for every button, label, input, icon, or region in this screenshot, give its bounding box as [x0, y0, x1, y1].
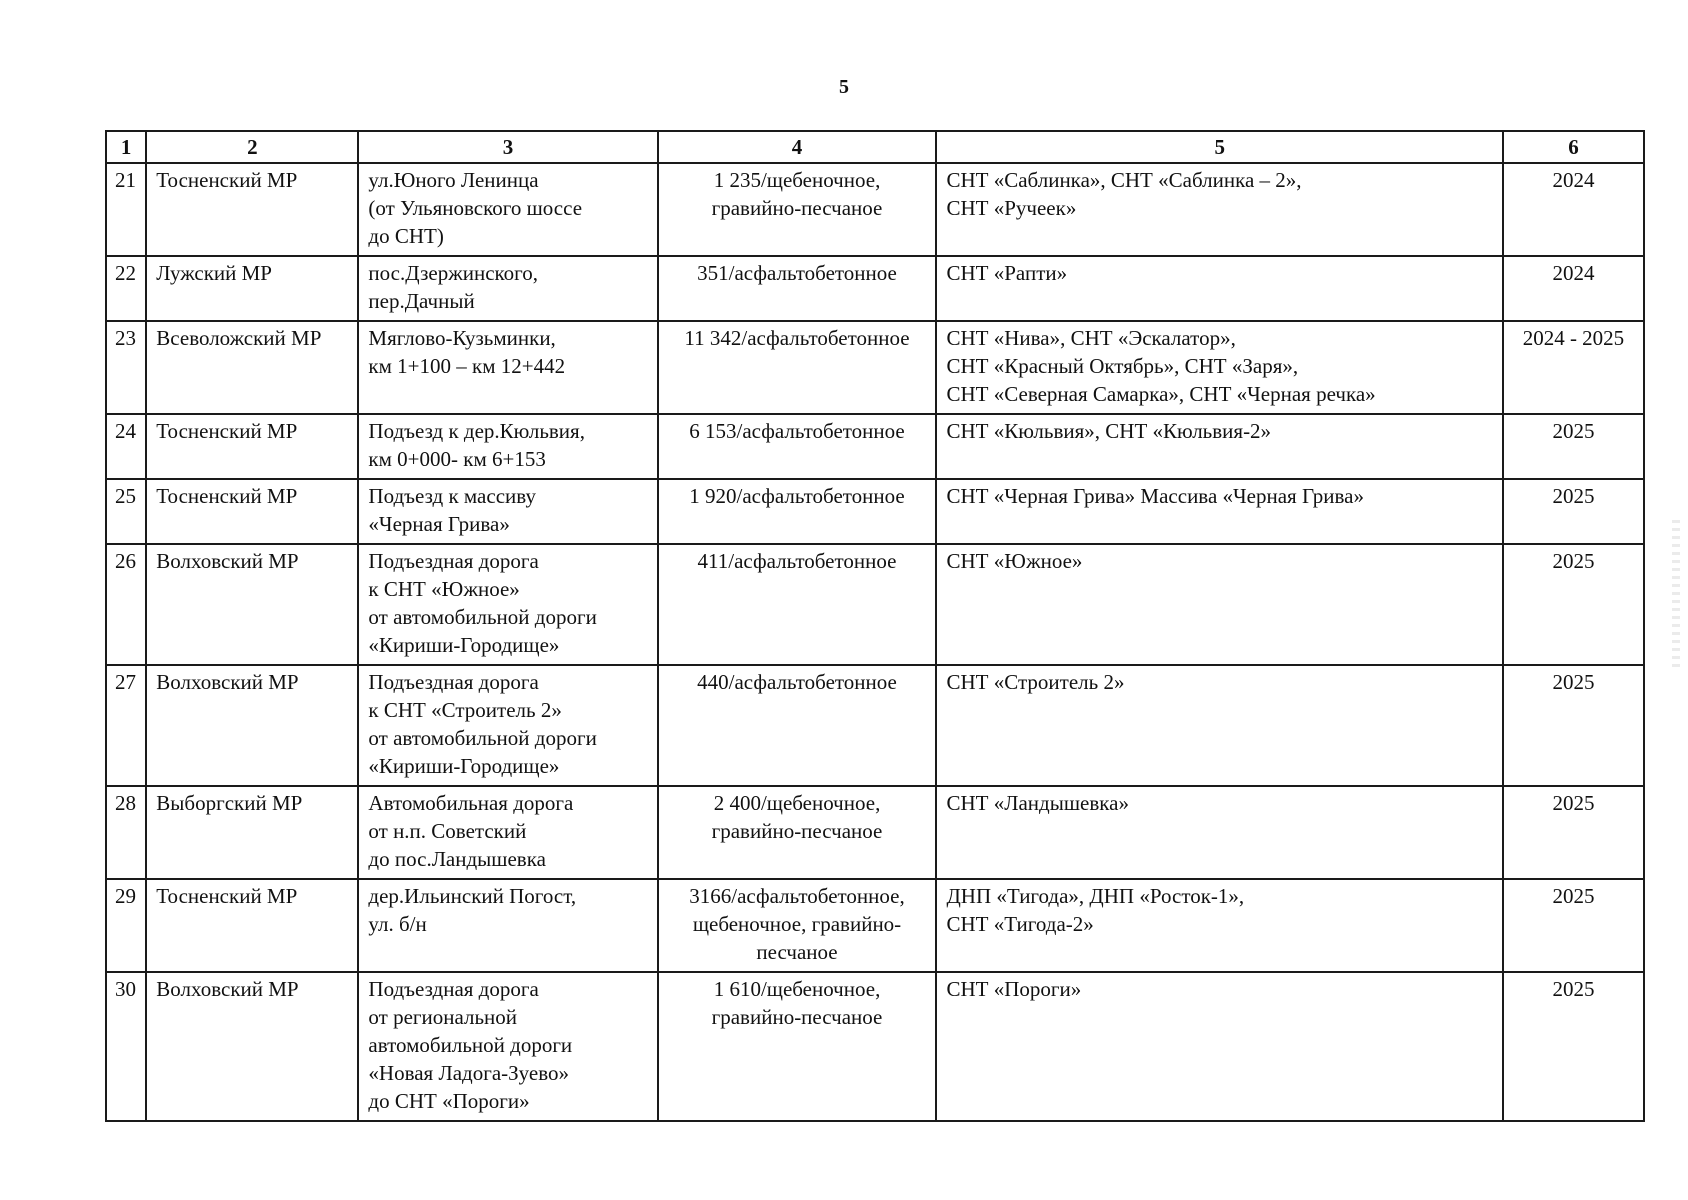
length-line: 2 400/щебеночное, [713, 791, 881, 815]
road-line: дер.Ильинский Погост, [368, 884, 577, 908]
road-line: Подъезд к массиву [368, 484, 536, 508]
length-line: щебеночное, гравийно- [692, 912, 902, 936]
length-line: 351/асфальтобетонное [697, 261, 897, 285]
table-row [106, 479, 1644, 544]
year-cell: 2024 [1503, 163, 1644, 256]
snt-line: СНТ «Нива», СНТ «Эскалатор», [946, 326, 1236, 350]
length-line: гравийно-песчаное [711, 1005, 883, 1029]
table-row [106, 256, 1644, 321]
length-surface-cell [658, 786, 937, 879]
table-row [106, 879, 1644, 972]
road-line: от автомобильной дороги [368, 605, 597, 629]
road-cell [358, 256, 657, 321]
snt-line: ДНП «Тигода», ДНП «Росток-1», [946, 884, 1245, 908]
scan-artifact [1672, 520, 1680, 670]
header-cell-1: 1 [106, 131, 146, 163]
road-line: «Черная Грива» [368, 512, 510, 536]
year-cell: 2024 [1503, 256, 1644, 321]
district-cell: Волховский МР [146, 972, 358, 1121]
district-cell: Волховский МР [146, 544, 358, 665]
road-line: до СНТ) [368, 224, 444, 248]
snt-line: СНТ «Пороги» [946, 977, 1082, 1001]
snt-line: СНТ «Южное» [946, 549, 1083, 573]
length-line: 411/асфальтобетонное [697, 549, 897, 573]
row-number: 21 [106, 163, 146, 256]
road-line: к СНТ «Строитель 2» [368, 698, 562, 722]
road-line: км 0+000- км 6+153 [368, 447, 546, 471]
snt-cell [936, 163, 1502, 256]
row-number: 24 [106, 414, 146, 479]
road-line: км 1+100 – км 12+442 [368, 354, 566, 378]
road-line: от н.п. Советский [368, 819, 527, 843]
table-row [106, 321, 1644, 414]
row-number: 28 [106, 786, 146, 879]
road-cell [358, 479, 657, 544]
road-line: Подъездная дорога [368, 549, 539, 573]
snt-cell [936, 972, 1502, 1121]
year-cell: 2025 [1503, 414, 1644, 479]
snt-line: СНТ «Красный Октябрь», СНТ «Заря», [946, 354, 1299, 378]
snt-line: СНТ «Кюльвия», СНТ «Кюльвия-2» [946, 419, 1272, 443]
road-cell [358, 321, 657, 414]
district-cell: Тосненский МР [146, 163, 358, 256]
length-surface-cell [658, 972, 937, 1121]
road-line: ул.Юного Ленинца [368, 168, 539, 192]
snt-line: СНТ «Строитель 2» [946, 670, 1125, 694]
road-line: «Новая Ладога-Зуево» [368, 1061, 569, 1085]
row-number: 22 [106, 256, 146, 321]
district-cell: Всеволожский МР [146, 321, 358, 414]
table-header [106, 131, 1644, 163]
length-surface-cell [658, 665, 937, 786]
road-line: до пос.Ландышевка [368, 847, 546, 871]
road-line: от автомобильной дороги [368, 726, 597, 750]
road-line: пер.Дачный [368, 289, 475, 313]
header-cell-3: 3 [358, 131, 657, 163]
snt-cell [936, 256, 1502, 321]
year-cell: 2025 [1503, 879, 1644, 972]
table-row [106, 544, 1644, 665]
year-cell: 2025 [1503, 544, 1644, 665]
length-surface-cell [658, 321, 937, 414]
snt-cell [936, 321, 1502, 414]
road-line: Подъезд к дер.Кюльвия, [368, 419, 585, 443]
road-line: «Кириши-Городище» [368, 754, 560, 778]
road-line: до СНТ «Пороги» [368, 1089, 530, 1113]
district-cell: Лужский МР [146, 256, 358, 321]
length-surface-cell [658, 414, 937, 479]
snt-line: СНТ «Ландышевка» [946, 791, 1129, 815]
row-number: 30 [106, 972, 146, 1121]
length-surface-cell [658, 879, 937, 972]
district-cell: Тосненский МР [146, 414, 358, 479]
snt-line: СНТ «Черная Грива» Массива «Черная Грива» [946, 484, 1364, 508]
length-surface-cell [658, 163, 937, 256]
length-surface-cell [658, 256, 937, 321]
road-line: Мяглово-Кузьминки, [368, 326, 556, 350]
district-cell: Волховский МР [146, 665, 358, 786]
district-cell: Тосненский МР [146, 479, 358, 544]
length-line: 6 153/асфальтобетонное [689, 419, 905, 443]
snt-cell [936, 786, 1502, 879]
length-line: гравийно-песчаное [711, 819, 883, 843]
length-line: гравийно-песчаное [711, 196, 883, 220]
road-cell [358, 544, 657, 665]
road-cell [358, 786, 657, 879]
snt-line: СНТ «Северная Самарка», СНТ «Черная речка» [946, 382, 1376, 406]
snt-line: СНТ «Ручеек» [946, 196, 1077, 220]
row-number: 26 [106, 544, 146, 665]
road-line: Автомобильная дорога [368, 791, 574, 815]
road-line: Подъездная дорога [368, 977, 539, 1001]
table-row [106, 786, 1644, 879]
road-cell [358, 879, 657, 972]
year-cell: 2024 - 2025 [1503, 321, 1644, 414]
length-line: 11 342/асфальтобетонное [684, 326, 910, 350]
table-body [106, 163, 1644, 1121]
district-cell: Тосненский МР [146, 879, 358, 972]
road-line: (от Ульяновского шоссе [368, 196, 583, 220]
year-cell: 2025 [1503, 665, 1644, 786]
table-row [106, 163, 1644, 256]
road-line: ул. б/н [368, 912, 427, 936]
snt-cell [936, 665, 1502, 786]
road-line: «Кириши-Городище» [368, 633, 560, 657]
table-row [106, 665, 1644, 786]
snt-cell [936, 414, 1502, 479]
road-line: пос.Дзержинского, [368, 261, 539, 285]
row-number: 25 [106, 479, 146, 544]
length-line: 1 920/асфальтобетонное [689, 484, 905, 508]
district-cell: Выборгский МР [146, 786, 358, 879]
length-line: песчаное [756, 940, 838, 964]
table-row [106, 972, 1644, 1121]
header-row [106, 131, 1644, 163]
road-cell [358, 665, 657, 786]
page-number: 5 [839, 76, 849, 98]
table-row [106, 414, 1644, 479]
road-line: автомобильной дороги [368, 1033, 573, 1057]
year-cell: 2025 [1503, 786, 1644, 879]
snt-line: СНТ «Тигода-2» [946, 912, 1094, 936]
year-cell: 2025 [1503, 972, 1644, 1121]
road-cell [358, 163, 657, 256]
road-cell [358, 414, 657, 479]
snt-line: СНТ «Саблинка», СНТ «Саблинка – 2», [946, 168, 1302, 192]
road-cell [358, 972, 657, 1121]
length-line: 1 235/щебеночное, [713, 168, 881, 192]
row-number: 23 [106, 321, 146, 414]
header-cell-2: 2 [146, 131, 358, 163]
snt-cell [936, 879, 1502, 972]
road-line: к СНТ «Южное» [368, 577, 520, 601]
length-surface-cell [658, 544, 937, 665]
road-line: Подъездная дорога [368, 670, 539, 694]
header-cell-4: 4 [658, 131, 937, 163]
row-number: 27 [106, 665, 146, 786]
snt-cell [936, 544, 1502, 665]
header-cell-5: 5 [936, 131, 1502, 163]
roads-table [105, 130, 1645, 1122]
snt-line: СНТ «Рапти» [946, 261, 1068, 285]
length-line: 1 610/щебеночное, [713, 977, 881, 1001]
header-cell-6: 6 [1503, 131, 1644, 163]
length-line: 440/асфальтобетонное [697, 670, 897, 694]
road-line: от региональной [368, 1005, 518, 1029]
length-surface-cell [658, 479, 937, 544]
length-line: 3166/асфальтобетонное, [689, 884, 905, 908]
row-number: 29 [106, 879, 146, 972]
snt-cell [936, 479, 1502, 544]
year-cell: 2025 [1503, 479, 1644, 544]
